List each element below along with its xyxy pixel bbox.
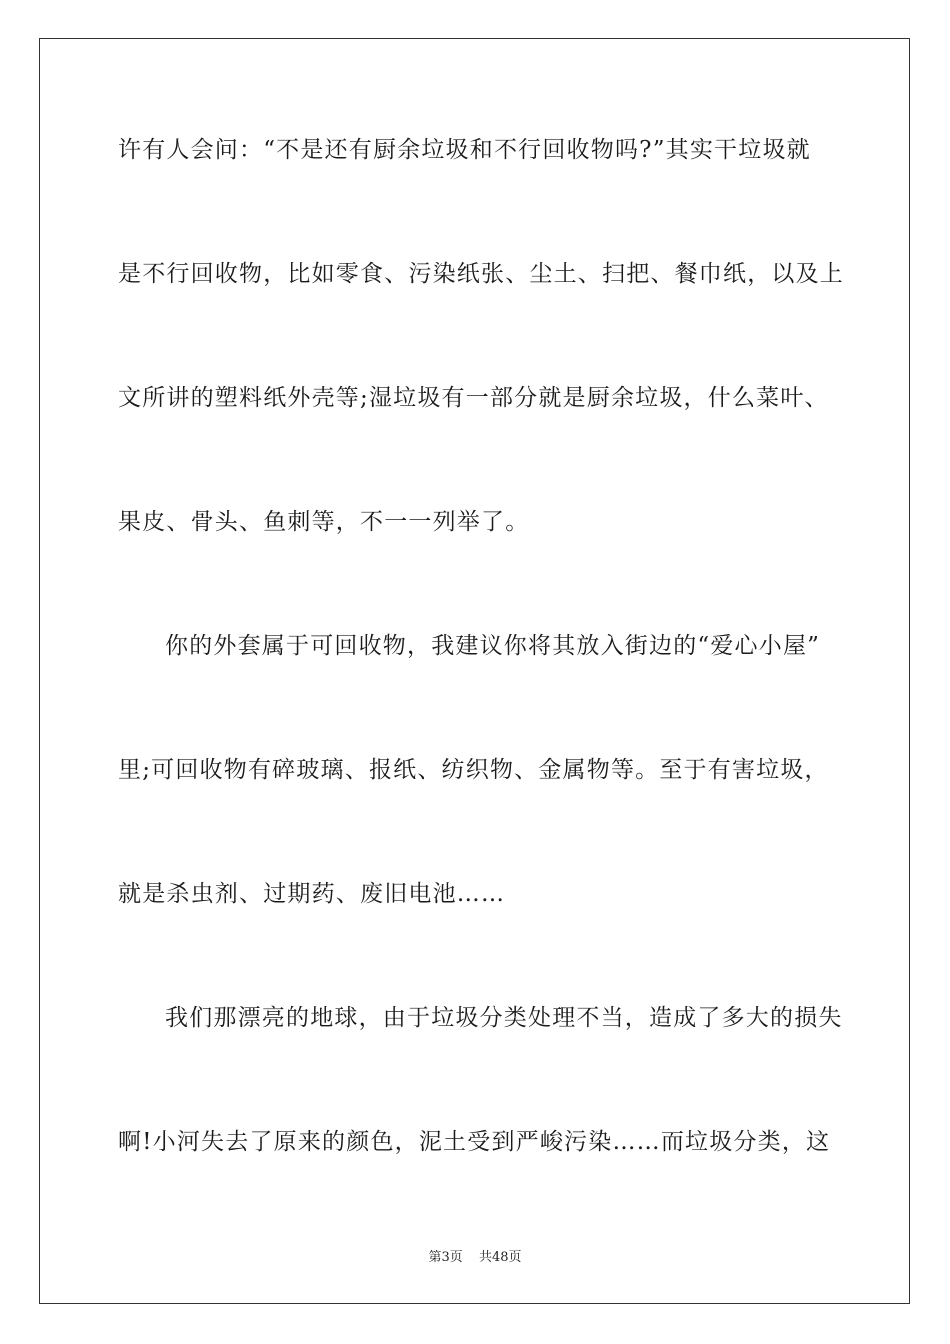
text-line-2: 是不行回收物，比如零食、污染纸张、尘土、扫把、餐巾纸，以及上 [118,261,844,287]
text-line-4: 果皮、骨头、鱼刺等，不一一列举了。 [118,509,530,535]
text-line-7: 就是杀虫剂、过期药、废旧电池…… [118,881,506,907]
page-total: 共48页 [478,1250,522,1265]
text-line-3: 文所讲的塑料纸外壳等;湿垃圾有一部分就是厨余垃圾，什么菜叶、 [118,385,829,411]
page-footer [0,1246,950,1265]
text-line-9: 啊!小河失去了原来的颜色，泥土受到严峻污染……而垃圾分类，这 [118,1129,831,1155]
text-line-6: 里;可回收物有碎玻璃、报纸、纺织物、金属物等。至于有害垃圾， [118,757,829,783]
page-number: 第3页 [428,1250,463,1265]
text-line-8: 我们那漂亮的地球，由于垃圾分类处理不当，造成了多大的损失 [165,1005,843,1031]
page-border [39,38,910,1304]
text-line-1: 许有人会问：“不是还有厨余垃圾和不行回收物吗?”其实干垃圾就 [118,137,811,163]
text-line-5: 你的外套属于可回收物，我建议你将其放入街边的“爱心小屋” [165,633,821,659]
